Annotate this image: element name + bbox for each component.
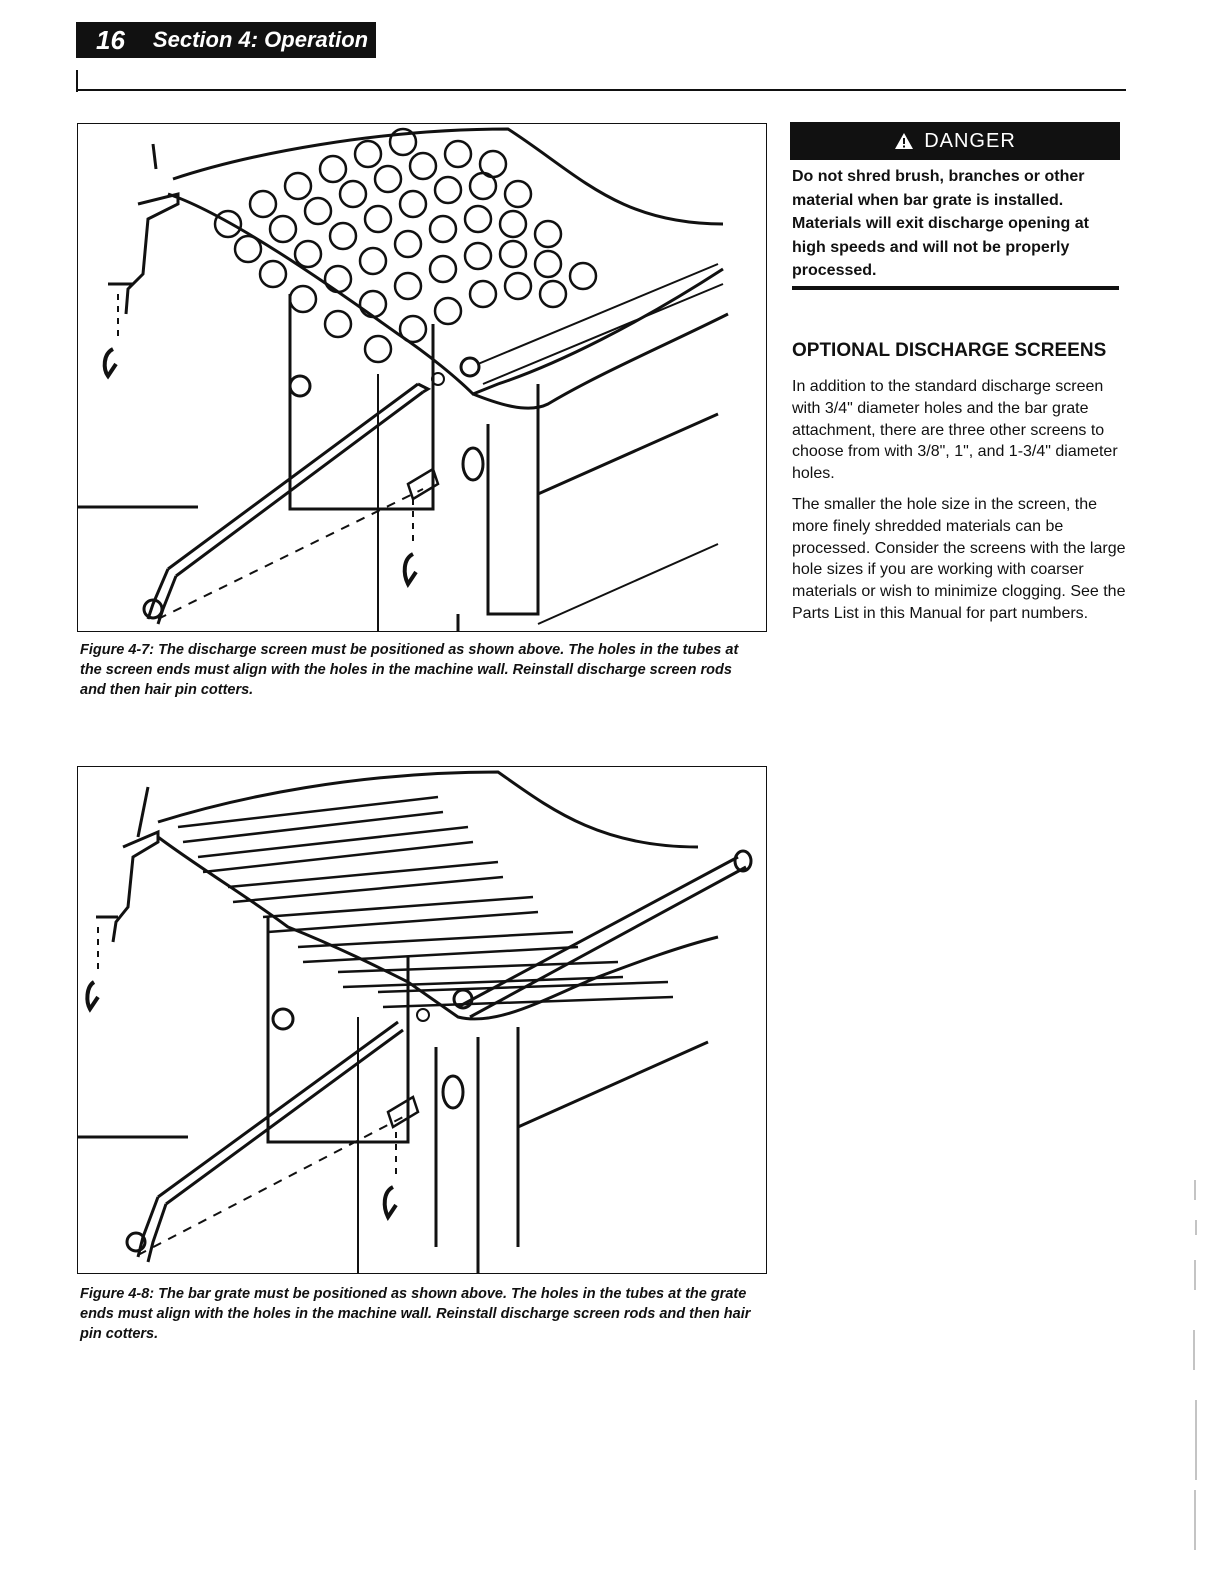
optional-screens-paragraph-1: In addition to the standard discharge screen with 3/4" diameter holes and the bar grate attachment, there are three other screens to choose from with 3/8", 1", and 1-3/4" diameter holes. [792,378,1118,483]
page-number: 16 [96,24,125,55]
section-header-tab [76,22,376,58]
optional-screens-paragraph-2: The smaller the hole size in the screen, the more finely shredded materials can be processed. Consider the screens with the large hole sizes if you are working with coarser materials or wish to minimize clogging. See the Parts List in this Manual for part numbers. [792,496,1126,622]
danger-banner [790,122,1120,160]
danger-message: Do not shred brush, branches or other material when bar grate is installed. Materials will exit discharge opening at high speeds and will not be properly processed. [792,168,1089,279]
danger-rule [792,286,1119,290]
figure-4-8-caption: Figure 4-8: The bar grate must be positioned as shown above. The holes in the tubes at the grate ends must align with the holes in the machine wall. Reinstall discharge screen rods and then hair pin cotters. [80,1286,751,1342]
optional-screens-heading: OPTIONAL DISCHARGE SCREENS [792,340,1107,361]
section-title: Section 4: Operation [152,27,369,52]
scan-edge-marks [1186,1180,1204,1560]
figure-4-8-illustration [77,766,767,1274]
figure-4-7-caption: Figure 4-7: The discharge screen must be positioned as shown above. The holes in the tubes at the screen ends must align with the holes in the machine wall. Reinstall discharge screen rods and then hair pin cotters. [80,642,739,698]
figure-4-7-illustration [77,123,767,632]
warning-triangle-icon [894,132,914,150]
danger-label: DANGER [924,129,1016,152]
header-rule [76,89,1126,91]
